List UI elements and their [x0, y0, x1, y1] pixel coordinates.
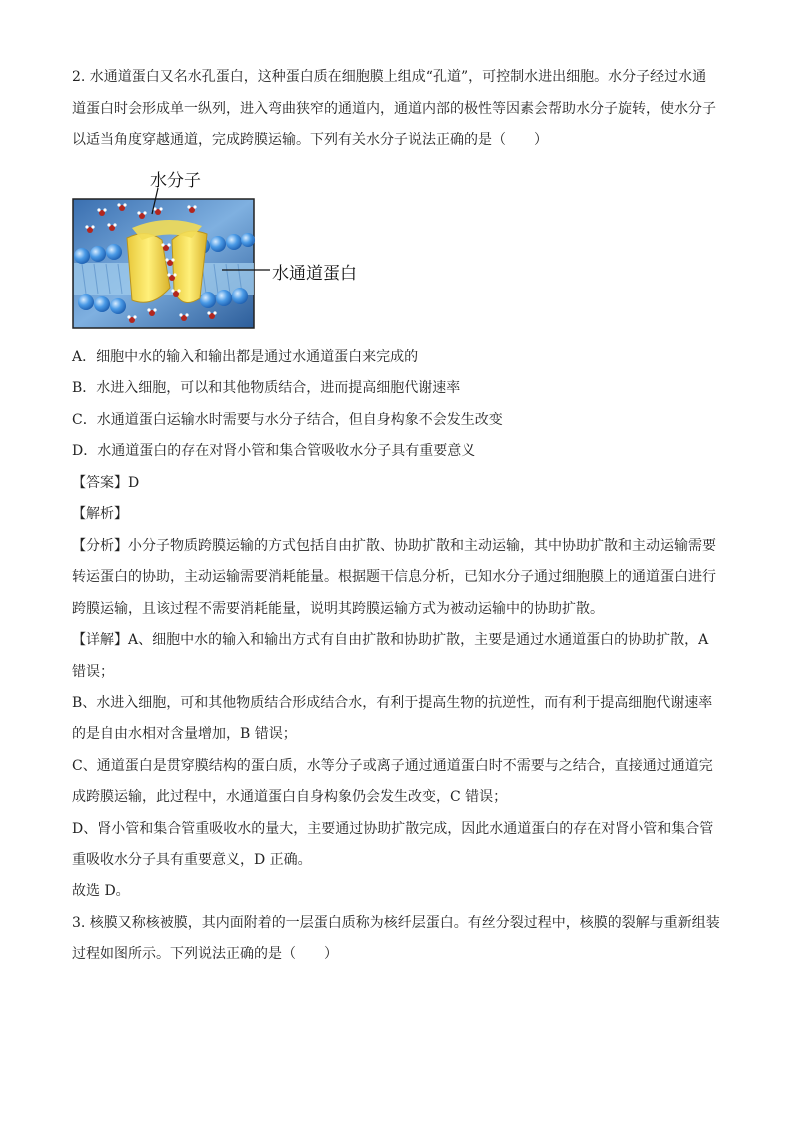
q2-stem-line-3: 以适当角度穿越通道，完成跨膜运输。下列有关水分子说法正确的是（ ） [72, 132, 548, 148]
jiexi-heading: 【解析】 [72, 506, 128, 522]
aquaporin-figure [72, 168, 392, 333]
q2-stem-line-2: 道蛋白时会形成单一纵列，进入弯曲狭窄的通道内，通道内部的极性等因素会帮助水分子旋转，使水分子 [72, 101, 716, 117]
option-c: C．水通道蛋白运输水时需要与水分子结合，但自身构象不会发生改变 [72, 412, 503, 428]
detail-line-7: D、肾小管和集合管重吸收水的量大，主要通过协助扩散完成，因此水通道蛋白的存在对肾小管和集合管 [72, 821, 714, 837]
q3-stem-line-1: 3. 核膜又称核被膜，其内面附着的一层蛋白质称为核纤层蛋白。有丝分裂过程中，核膜的裂解与重新组装 [72, 915, 720, 931]
detail-line-2: 错误； [72, 664, 114, 680]
q3-stem-line-2: 过程如图所示。下列说法正确的是（ ） [72, 946, 338, 962]
option-a: A．细胞中水的输入和输出都是通过水通道蛋白来完成的 [72, 349, 419, 365]
detail-line-1: 【详解】A、细胞中水的输入和输出方式有自由扩散和协助扩散，主要是通过水通道蛋白的协助扩散，A [72, 632, 709, 648]
detail-line-5: C、通道蛋白是贯穿膜结构的蛋白质，水等分子或离子通过通道蛋白时不需要与之结合，直接通过通道完 [72, 758, 713, 774]
option-b: B．水进入细胞，可以和其他物质结合，进而提高细胞代谢速率 [72, 380, 461, 396]
aquaporin-illustration [72, 168, 392, 333]
detail-line-6: 成跨膜运输，此过程中，水通道蛋白自身构象仍会发生改变，C 错误； [72, 789, 508, 805]
detail-line-9: 故选 D。 [72, 883, 130, 899]
analysis-line-1: 【分析】小分子物质跨膜运输的方式包括自由扩散、协助扩散和主动运输，其中协助扩散和主动运输需要 [72, 538, 716, 554]
option-d: D．水通道蛋白的存在对肾小管和集合管吸收水分子具有重要意义 [72, 443, 476, 459]
analysis-line-3: 跨膜运输，且该过程不需要消耗能量，说明其跨膜运输方式为被动运输中的协助扩散。 [72, 601, 604, 617]
detail-line-8: 重吸收水分子具有重要意义，D 正确。 [72, 852, 312, 868]
label-water-molecule: 水分子 [150, 171, 201, 191]
label-aquaporin: 水通道蛋白 [272, 264, 357, 284]
detail-line-4: 的是自由水相对含量增加，B 错误； [72, 726, 297, 742]
answer: 【答案】D [72, 475, 140, 491]
analysis-line-2: 转运蛋白的协助，主动运输需要消耗能量。根据题干信息分析，已知水分子通过细胞膜上的通道蛋白进行 [72, 569, 716, 585]
detail-line-3: B、水进入细胞，可和其他物质结合形成结合水，有利于提高生物的抗逆性，而有利于提高细胞代谢速率 [72, 695, 713, 711]
q2-stem-line-1: 2. 水通道蛋白又名水孔蛋白，这种蛋白质在细胞膜上组成“孔道”，可控制水进出细胞。水分子经过水通 [72, 69, 707, 85]
